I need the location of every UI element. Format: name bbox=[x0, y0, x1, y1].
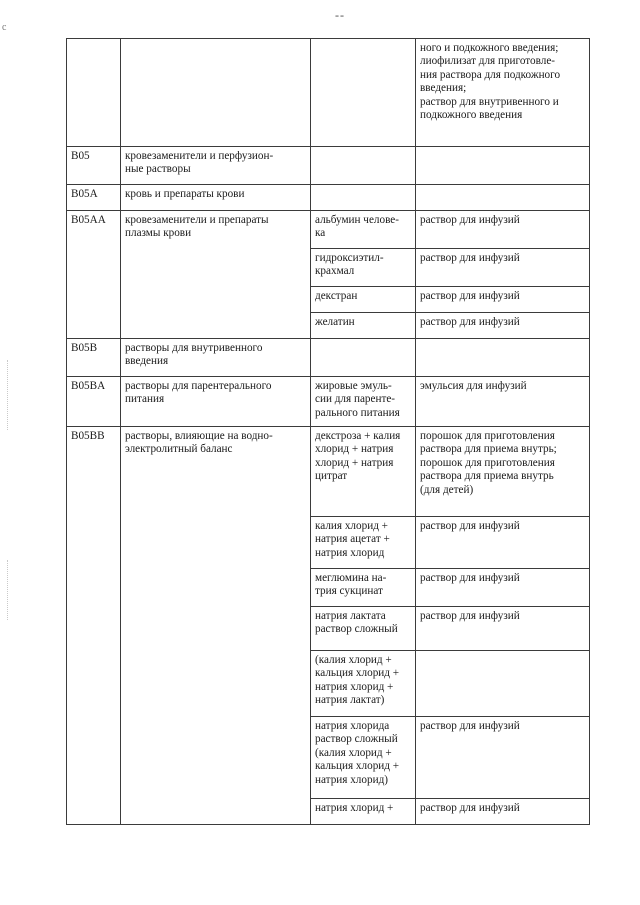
cell-text: сии для паренте- bbox=[315, 393, 396, 406]
cell-text: кальция хлорид + bbox=[315, 760, 400, 773]
table-row bbox=[67, 717, 590, 799]
substance-cell bbox=[311, 185, 416, 211]
cell-text: желатин bbox=[315, 316, 355, 328]
cell-text: жировые эмуль- bbox=[315, 380, 392, 392]
dosage-form-cell bbox=[416, 377, 590, 427]
cell-text: порошок для приготовления bbox=[420, 456, 555, 469]
substance-cell bbox=[311, 39, 416, 147]
code-cell bbox=[67, 211, 121, 249]
cell-text: раствора для приема внутрь; bbox=[420, 443, 557, 456]
cell-text: растворы, влияющие на водно- bbox=[125, 430, 273, 442]
cell-text: раствор сложный bbox=[315, 733, 398, 746]
margin-mark: с bbox=[2, 22, 7, 33]
group-cell bbox=[121, 569, 311, 607]
dosage-form-cell bbox=[416, 249, 590, 287]
dosage-form-cell bbox=[416, 339, 590, 377]
cell-text: B05BB bbox=[71, 430, 105, 442]
table-row bbox=[67, 185, 590, 211]
code-cell bbox=[67, 517, 121, 569]
cell-text: рального питания bbox=[315, 406, 400, 419]
cell-text: раствор для инфузий bbox=[420, 572, 520, 584]
group-cell bbox=[121, 313, 311, 339]
substance-cell bbox=[311, 377, 416, 427]
code-cell bbox=[67, 147, 121, 185]
group-cell bbox=[121, 249, 311, 287]
cell-text: трия сукцинат bbox=[315, 585, 383, 598]
table-row bbox=[67, 799, 590, 825]
group-cell bbox=[121, 427, 311, 517]
dosage-form-cell bbox=[416, 651, 590, 717]
cell-text: B05BA bbox=[71, 380, 106, 392]
substance-cell bbox=[311, 211, 416, 249]
cell-text: кальция хлорид + bbox=[315, 667, 400, 680]
cell-text: цитрат bbox=[315, 470, 348, 483]
group-cell bbox=[121, 147, 311, 185]
dosage-form-cell bbox=[416, 717, 590, 799]
cell-text: крахмал bbox=[315, 265, 355, 278]
cell-text: кровь и препараты крови bbox=[125, 188, 245, 200]
cell-text: B05A bbox=[71, 188, 98, 200]
group-cell bbox=[121, 517, 311, 569]
cell-text: ния раствора для подкожного bbox=[420, 68, 561, 81]
cell-text: натрия хлорид + bbox=[315, 802, 394, 814]
group-cell bbox=[121, 287, 311, 313]
cell-text: лиофилизат для приготовле- bbox=[420, 55, 556, 68]
dosage-form-cell bbox=[416, 185, 590, 211]
table-row bbox=[67, 287, 590, 313]
cell-text: раствор для инфузий bbox=[420, 802, 520, 814]
table-row bbox=[67, 607, 590, 651]
page-number: -- bbox=[335, 8, 345, 22]
cell-text: натрия хлорида bbox=[315, 720, 390, 732]
cell-text: (для детей) bbox=[420, 483, 474, 496]
code-cell bbox=[67, 427, 121, 517]
group-cell bbox=[121, 185, 311, 211]
substance-cell bbox=[311, 569, 416, 607]
dosage-form-cell bbox=[416, 313, 590, 339]
substance-cell bbox=[311, 517, 416, 569]
table-row bbox=[67, 211, 590, 249]
cell-text: кровезаменители и перфузион- bbox=[125, 150, 274, 162]
dosage-form-cell bbox=[416, 39, 590, 147]
group-cell bbox=[121, 607, 311, 651]
dosage-form-cell bbox=[416, 569, 590, 607]
group-cell bbox=[121, 799, 311, 825]
cell-text: раствор для инфузий bbox=[420, 316, 520, 328]
dosage-form-cell bbox=[416, 287, 590, 313]
table-row bbox=[67, 339, 590, 377]
cell-text: ка bbox=[315, 227, 326, 240]
code-cell bbox=[67, 717, 121, 799]
substance-cell bbox=[311, 147, 416, 185]
substance-cell bbox=[311, 287, 416, 313]
code-cell bbox=[67, 287, 121, 313]
group-cell bbox=[121, 651, 311, 717]
code-cell bbox=[67, 651, 121, 717]
cell-text: растворы для парентерального bbox=[125, 380, 272, 392]
cell-text: B05AA bbox=[71, 214, 106, 226]
cell-text: раствор для инфузий bbox=[420, 520, 520, 532]
substance-cell bbox=[311, 651, 416, 717]
table-row bbox=[67, 569, 590, 607]
cell-text: натрия хлорид) bbox=[315, 773, 388, 786]
group-cell bbox=[121, 377, 311, 427]
cell-text: натрия лактата bbox=[315, 610, 386, 622]
code-cell bbox=[67, 607, 121, 651]
substance-cell bbox=[311, 717, 416, 799]
dosage-form-cell bbox=[416, 799, 590, 825]
cell-text: раствор для инфузий bbox=[420, 214, 520, 226]
dosage-form-cell bbox=[416, 607, 590, 651]
cell-text: натрия хлорид bbox=[315, 546, 385, 559]
cell-text: B05 bbox=[71, 150, 90, 162]
group-cell bbox=[121, 717, 311, 799]
cell-text: хлорид + натрия bbox=[315, 443, 394, 456]
cell-text: раствор для инфузий bbox=[420, 252, 520, 264]
code-cell bbox=[67, 377, 121, 427]
scan-artifact-line bbox=[7, 560, 8, 620]
cell-text: раствора для приема внутрь bbox=[420, 470, 554, 483]
table-row bbox=[67, 517, 590, 569]
table-row bbox=[67, 147, 590, 185]
cell-text: хлорид + натрия bbox=[315, 456, 394, 469]
code-cell bbox=[67, 39, 121, 147]
table-body bbox=[67, 39, 590, 825]
cell-text: гидроксиэтил- bbox=[315, 252, 384, 264]
dosage-form-cell bbox=[416, 517, 590, 569]
substance-cell bbox=[311, 249, 416, 287]
cell-text: раствор сложный bbox=[315, 623, 398, 636]
substance-cell bbox=[311, 607, 416, 651]
group-cell bbox=[121, 339, 311, 377]
cell-text: раствор для инфузий bbox=[420, 290, 520, 302]
cell-text: альбумин челове- bbox=[315, 214, 399, 226]
cell-text: питания bbox=[125, 393, 165, 406]
cell-text: порошок для приготовления bbox=[420, 430, 555, 442]
group-cell bbox=[121, 39, 311, 147]
cell-text: декстроза + калия bbox=[315, 430, 401, 442]
cell-text: эмульсия для инфузий bbox=[420, 380, 527, 392]
cell-text: меглюмина на- bbox=[315, 572, 387, 584]
code-cell bbox=[67, 313, 121, 339]
cell-text: B05B bbox=[71, 342, 98, 354]
cell-text: натрия лактат) bbox=[315, 694, 385, 707]
cell-text: ного и подкожного введения; bbox=[420, 42, 559, 54]
table-row bbox=[67, 249, 590, 287]
cell-text: введения bbox=[125, 355, 169, 368]
cell-text: введения; bbox=[420, 82, 467, 95]
code-cell bbox=[67, 249, 121, 287]
table-row bbox=[67, 39, 590, 147]
cell-text: натрия хлорид + bbox=[315, 680, 394, 693]
cell-text: декстран bbox=[315, 290, 358, 302]
dosage-form-cell bbox=[416, 211, 590, 249]
cell-text: натрия ацетат + bbox=[315, 533, 390, 546]
scan-artifact-line bbox=[7, 360, 8, 430]
cell-text: калия хлорид + bbox=[315, 520, 388, 532]
substance-cell bbox=[311, 313, 416, 339]
cell-text: (калия хлорид + bbox=[315, 746, 392, 759]
code-cell bbox=[67, 569, 121, 607]
cell-text: подкожного введения bbox=[420, 109, 523, 122]
group-cell bbox=[121, 211, 311, 249]
table-row bbox=[67, 427, 590, 517]
cell-text: кровезаменители и препараты bbox=[125, 214, 269, 226]
substance-cell bbox=[311, 799, 416, 825]
substance-cell bbox=[311, 339, 416, 377]
code-cell bbox=[67, 185, 121, 211]
cell-text: электролитный баланс bbox=[125, 443, 233, 456]
code-cell bbox=[67, 339, 121, 377]
dosage-form-cell bbox=[416, 427, 590, 517]
substance-cell bbox=[311, 427, 416, 517]
dosage-form-cell bbox=[416, 147, 590, 185]
cell-text: растворы для внутривенного bbox=[125, 342, 263, 354]
drug-classification-table bbox=[66, 38, 590, 825]
cell-text: (калия хлорид + bbox=[315, 654, 392, 666]
table-row bbox=[67, 651, 590, 717]
cell-text: ные растворы bbox=[125, 163, 191, 176]
cell-text: раствор для инфузий bbox=[420, 610, 520, 622]
cell-text: плазмы крови bbox=[125, 227, 192, 240]
table-row bbox=[67, 377, 590, 427]
cell-text: раствор для внутривенного и bbox=[420, 95, 559, 108]
table-row bbox=[67, 313, 590, 339]
cell-text: раствор для инфузий bbox=[420, 720, 520, 732]
code-cell bbox=[67, 799, 121, 825]
